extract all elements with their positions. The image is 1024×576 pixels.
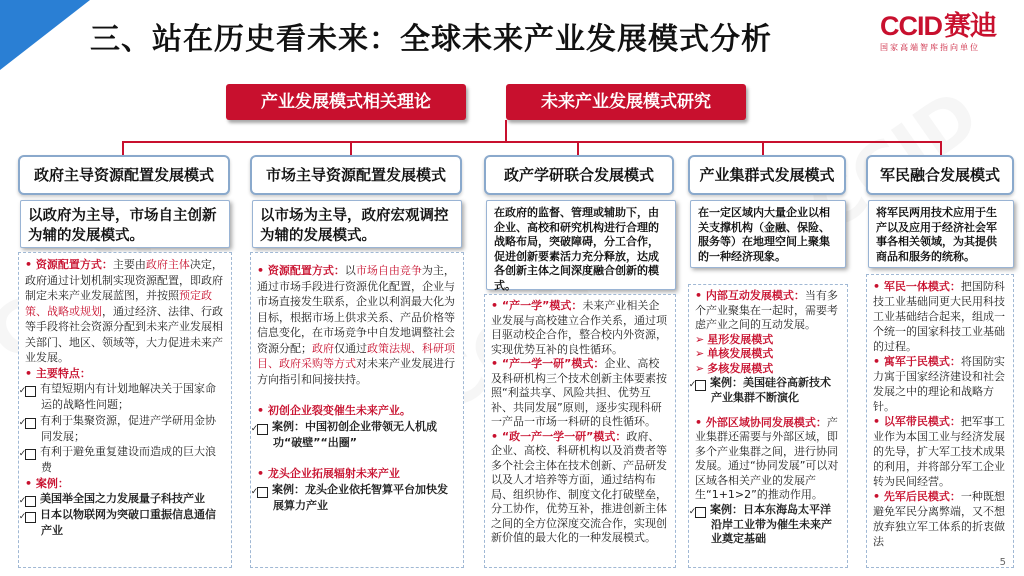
arrow-icon: ➢ xyxy=(695,347,705,360)
col2-leader-case: ✓ 案例：龙头企业依托智算平台加快发展算力产业 xyxy=(250,482,448,512)
col4-outer: • 外部区域协同发展模式：产业集群还需要与外部区域，即多个产业集群之间，进行协同发展。通过“协同发展”可以对区域各相关产业的发展产生“1+1>2”的推动作用。 xyxy=(695,415,839,501)
connector-drop xyxy=(940,141,942,155)
connector-bar xyxy=(122,141,942,143)
col4-inner-case: ✓ 案例：美国硅谷高新技术产业集群不断演化 xyxy=(688,376,831,404)
col4-single-mode: ➢ 单核发展模式 xyxy=(695,347,774,360)
col4-multi-mode: ➢ 多核发展模式 xyxy=(695,361,774,375)
col1-title: 政府主导资源配置发展模式 xyxy=(18,155,230,195)
logo-subtitle: 国家高端智库指向单位 xyxy=(880,43,980,52)
col2-leader-label: • 龙头企业拓展辐射未来产业 xyxy=(257,467,400,480)
col1-feature: ✓ 有利于集聚资源，促进产学研用金协同发展； xyxy=(18,413,216,443)
col5-mode: • 寓军于民模式：将国防实力寓于国家经济建设和社会发展之中的理论和战略方针。 xyxy=(873,355,1005,413)
col5-mode: • 军民一体模式：把国防科技工业基础同更大民用科技工业基础结合起来，组成一个统一的国家科技工业基础的过程。 xyxy=(873,280,1005,353)
col2-startup-label: • 初创企业裂变催生未来产业。 xyxy=(257,404,411,417)
col4-inner: • 内部互动发展模式：当有多个产业聚集在一起时，需要考虑产业之间的互动发展。 xyxy=(695,289,838,331)
col1-detail xyxy=(18,252,232,568)
connector-drop xyxy=(577,141,579,155)
col3-mode: • “产一学”模式：未来产业相关企业发展与高校建立合作关系，通过项目驱动校企合作，整合校内外资源，实现优势互补的良性循环。 xyxy=(491,299,667,356)
col4-star-mode: ➢ 星形发展模式 xyxy=(695,332,774,346)
col4-summary: 在一定区域内大量企业以相关支撑机构（金融、保险、服务等）在地理空间上聚集的一种经济现象。 xyxy=(690,200,846,268)
connector-trunk xyxy=(505,120,507,142)
col5-title: 军民融合发展模式 xyxy=(866,155,1014,195)
col1-summary: 以政府为主导，市场自主创新为辅的发展模式。 xyxy=(20,200,230,248)
arrow-icon: ➢ xyxy=(695,332,705,346)
col2-title: 市场主导资源配置发展模式 xyxy=(250,155,462,195)
col1-features-label: • 主要特点： xyxy=(25,366,91,380)
connector-drop xyxy=(762,141,764,155)
col3-detail xyxy=(484,294,676,568)
corner-accent xyxy=(0,0,90,70)
connector-drop xyxy=(350,141,352,155)
col4-detail xyxy=(688,284,848,568)
col3-title: 政产学研联合发展模式 xyxy=(484,155,674,195)
col2-summary: 以市场为主导，政府宏观调控为辅的发展模式。 xyxy=(252,200,462,248)
col4-outer-case: ✓ 案例：日本东海岛太平洋沿岸工业带为催生未来产业奠定基础 xyxy=(688,502,832,545)
col1-case: ✓ 日本以物联网为突破口重振信息通信产业 xyxy=(18,508,216,537)
connector-drop xyxy=(122,141,124,155)
col2-startup-case: ✓ 案例：中国初创企业带领无人机成功“破壁”“出圈” xyxy=(250,419,437,449)
page-number: 5 xyxy=(999,557,1006,568)
col1-allocation: • 资源配置方式：主要由政府主体决定，政府通过计划机制实现资源配置，即政府制定未来产业发展蓝图，并按照预定政策、战略或规划，通过经济、法律、行政等手段将社会资源分配到未来产业发展相关部门、地区、领域等，大力促进未来产业发展。 xyxy=(25,258,223,364)
arrow-icon: ➢ xyxy=(695,361,705,375)
col3-mode: • “政一产一学一研”模式：政府、企业、高校、科研机构以及消费者等多个社会主体在技术创新、产品研发以及人才培养等方面，通过结构布局、组织协作、制度文化打破壁垒，分工协作，优势互补，推进创新主体之间的全方位深度交流合作，实现创新价值的最大化的一种发展模式。 xyxy=(491,429,667,544)
logo-text-latin: CCID xyxy=(880,11,942,41)
header-research: 未来产业发展模式研究 xyxy=(506,84,746,120)
col5-detail xyxy=(866,274,1014,568)
logo-text-cn: 赛迪 xyxy=(944,11,996,41)
col5-summary: 将军民两用技术应用于生产以及应用于经济社会军事各相关领域，为其提供商品和服务的统称。 xyxy=(868,200,1014,268)
col1-feature: ✓ 有利于避免重复建设而造成的巨大浪费 xyxy=(18,445,216,474)
col5-mode: • 以军带民模式：把军事工业作为本国工业与经济发展的先导，扩大军工技术成果的利用，并将部分军工企业转为民间经营。 xyxy=(873,415,1005,488)
page-title: 三、站在历史看未来：全球未来产业发展模式分析 xyxy=(90,22,772,57)
header-theory: 产业发展模式相关理论 xyxy=(226,84,466,120)
col2-detail xyxy=(250,252,464,568)
col4-title: 产业集群式发展模式 xyxy=(688,155,846,195)
col5-mode: • 先军后民模式：一种既想避免军民分离弊端，又不想放弃独立军工体系的折衷做法 xyxy=(873,490,1005,548)
col3-summary: 在政府的监督、管理或辅助下，由企业、高校和研究机构进行合理的战略布局，突破障碍，分工合作，促进创新要素活力充分释放，达成各创新主体之间深度融合创新的模式。 xyxy=(486,200,676,290)
col1-feature: ✓ 有望短期内有计划地解决关于国家命运的战略性问题； xyxy=(18,382,216,411)
col1-case-label: • 案例： xyxy=(25,476,69,490)
ccid-logo xyxy=(880,12,1010,58)
col2-allocation: • 资源配置方式：以市场自由竞争为主，通过市场手段进行资源优化配置，企业与市场直接发生联系，企业以利润最大化为目标，根据市场上供求关系、产品价格等信息变化，在市场竞争中自发地调整社会资源分配；政府仅通过政策法规、科研项目、政府采购等方式对未来产业发展进行方向指引和间接扶持。 xyxy=(257,264,455,386)
col3-mode: • “产一学一研”模式：企业、高校及科研机构三个技术创新主体要素按照“利益共享、风险共担、优势互补、共同发展”原则，逐步实现科研一产品一市场一科研的良性循环。 xyxy=(491,357,667,428)
col1-case: ✓ 美国举全国之力发展量子科技产业 xyxy=(18,492,205,506)
